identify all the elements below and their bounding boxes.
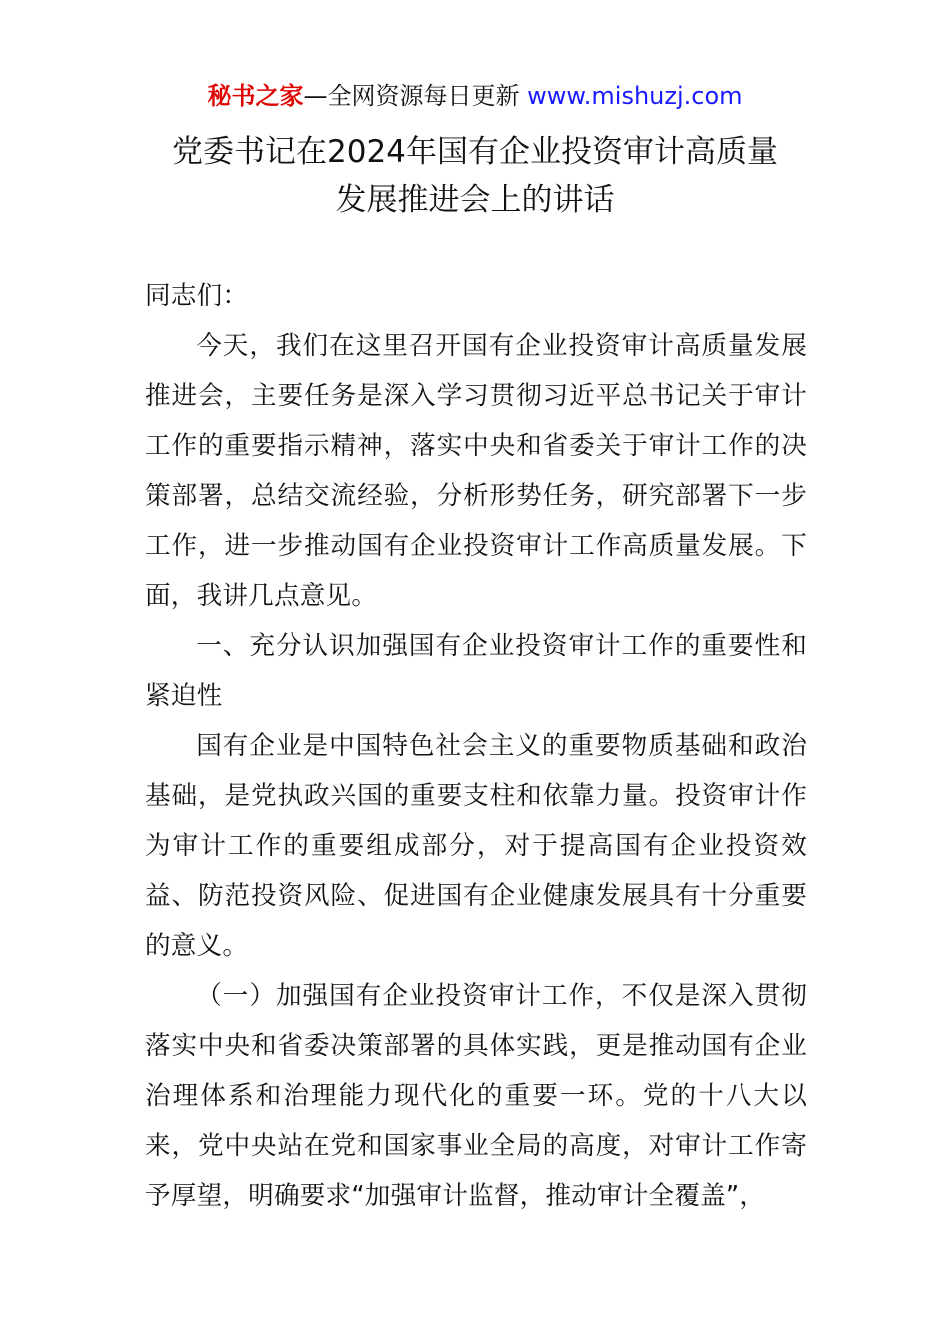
title-line-1: 党委书记在2024年国有企业投资审计高质量 [172,134,778,170]
paragraph-sub-1: （一）加强国有企业投资审计工作，不仅是深入贯彻落实中央和省委决策部署的具体实践，更是推动国有企业治理体系和治理能力现代化的重要一环。党的十八大以来，党中央站在党和国家事业全局的高度，对审计工作寄予厚望，明确要求“加强审计监督，推动审计全覆盖”， [145,981,807,1211]
paragraph-soe: 国有企业是中国特色社会主义的重要物质基础和政治基础，是党执政兴国的重要支柱和依靠力量。投资审计作为审计工作的重要组成部分，对于提高国有企业投资效益、防范投资风险、促进国有企业健康发展具有十分重要的意义。 [145,731,807,961]
title-line-2: 发展推进会上的讲话 [335,182,615,218]
brand-name: 秘书之家 [207,82,304,110]
document-title [0,128,950,224]
paragraph-intro: 今天，我们在这里召开国有企业投资审计高质量发展推进会，主要任务是深入学习贯彻习近平总书记关于审计工作的重要指示精神，落实中央和省委关于审计工作的决策部署，总结交流经验，分析形势任务，研究部署下一步工作，进一步推动国有企业投资审计工作高质量发展。下面，我讲几点意见。 [145,331,807,611]
section-heading-1: 一、充分认识加强国有企业投资审计工作的重要性和紧迫性 [145,631,807,711]
document-body [145,271,807,1221]
site-header [0,80,950,112]
header-tagline: —全网资源每日更新 [303,82,528,110]
site-url: www.mishuzj.com [527,82,743,110]
salutation: 同志们： [145,281,249,311]
